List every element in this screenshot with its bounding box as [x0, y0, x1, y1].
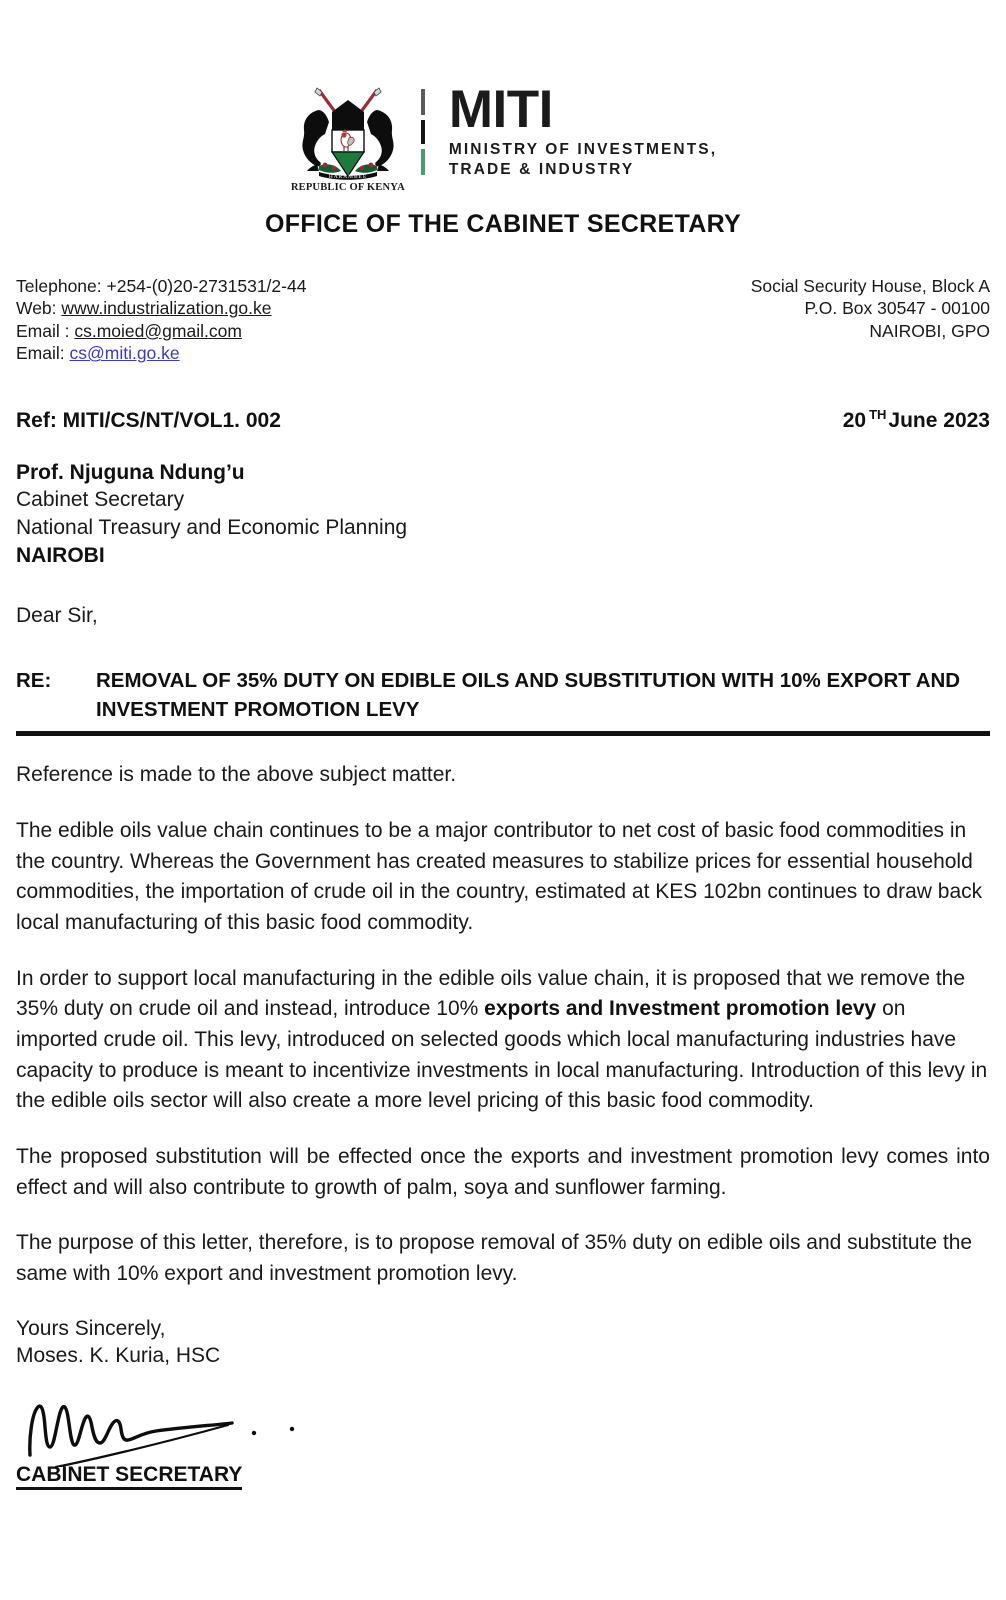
- body-paragraph-2: The edible oils value chain continues to be a major contributor to net cost of basic food commodities in the country. Whereas the Government has created measures to stabilize prices for essential household commodities, the importation of crude oil in the country, estimated at KES 102bn continues to draw back local manufacturing of this basic food commodity.: [16, 819, 983, 935]
- body-paragraph-5: The purpose of this letter, therefore, is to propose removal of 35% duty on edible oils and substitute the same with 10% export and investment promotion levy.: [16, 1231, 973, 1285]
- web-label: Web:: [16, 298, 62, 319]
- signer-name: Moses. K. Kuria, HSC: [16, 1343, 221, 1367]
- kenya-coat-of-arms-icon: [289, 78, 407, 193]
- signoff-block: [0, 1315, 1006, 1370]
- email1-line: [16, 320, 306, 342]
- miti-wordmark-main: MITI: [448, 79, 553, 139]
- recipient-block: [0, 459, 1006, 571]
- email2-line: [16, 342, 306, 364]
- email1-label: Email :: [16, 320, 75, 341]
- body-paragraph-3: [16, 964, 990, 1117]
- email1-link[interactable]: cs.moied@gmail.com: [74, 320, 242, 341]
- miti-wordmark-sub-line2: TRADE & INDUSTRY: [448, 160, 635, 178]
- recipient-role: Cabinet Secretary: [16, 488, 185, 512]
- letter-date: [843, 407, 990, 433]
- miti-wordmark-sub: [449, 140, 717, 180]
- recipient-name: Prof. Njuguna Ndung’u: [16, 460, 245, 484]
- web-line: [16, 297, 306, 319]
- miti-wordmark-sub-line1: MINISTRY OF INVESTMENTS,: [448, 140, 718, 158]
- subject-text: REMOVAL OF 35% DUTY ON EDIBLE OILS AND SUBSTITUTION WITH 10% EXPORT AND INVESTMENT PROMOTION LEVY: [96, 669, 961, 722]
- svg-text:HARAMBEE: HARAMBEE: [328, 174, 367, 180]
- body-paragraph-1: Reference is made to the above subject matter.: [16, 763, 457, 787]
- contact-block: [0, 275, 1006, 365]
- body-paragraph-3-emphasis: exports and Investment promotion levy: [484, 997, 877, 1021]
- contact-right: [751, 275, 990, 342]
- crest-caption: REPUBLIC OF KENYA: [290, 182, 405, 193]
- miti-wordmark: [448, 79, 718, 180]
- email2-link[interactable]: cs@miti.go.ke: [69, 343, 180, 364]
- salutation: Dear Sir,: [16, 604, 98, 628]
- office-title: OFFICE OF THE CABINET SECRETARY: [265, 210, 741, 238]
- email2-label: Email:: [16, 343, 70, 364]
- date-day: 20: [842, 408, 867, 432]
- body-paragraph-4: The proposed substitution will be effected once the exports and investment promotion levy comes into effect and will also contribute to growth of palm, soya and sunflower farming.: [16, 1145, 990, 1199]
- handwritten-signature-icon: [16, 1383, 356, 1467]
- closing-line: Yours Sincerely,: [16, 1316, 166, 1340]
- date-rest: June 2023: [888, 408, 990, 432]
- contact-left: [16, 275, 306, 365]
- letterhead: [0, 0, 1006, 193]
- address-line-2: P.O. Box 30547 - 00100: [804, 298, 990, 319]
- address-line-3: NAIROBI, GPO: [869, 320, 990, 341]
- telephone-line: Telephone: +254-(0)20-2731531/2-44: [16, 276, 307, 296]
- letter-body: [0, 760, 1006, 1289]
- recipient-org: National Treasury and Economic Planning: [16, 516, 408, 540]
- ref-date-row: [0, 407, 1006, 433]
- subject-label: RE:: [16, 669, 52, 693]
- signature-area: [0, 1383, 1006, 1467]
- subject-divider: [16, 731, 990, 736]
- recipient-city: NAIROBI: [16, 544, 105, 568]
- reference-number: Ref: MITI/CS/NT/VOL1. 002: [16, 408, 281, 432]
- body-paragraph-3-part1: In order to support local manufacturing in the edible oils value chain, it is proposed that we remove the 35% duty on crude oil and instead, introduce 10%: [16, 966, 966, 1021]
- address-line-1: Social Security House, Block A: [750, 276, 990, 296]
- web-link[interactable]: www.industrialization.go.ke: [61, 298, 272, 319]
- subject-row: [0, 666, 1006, 724]
- body-paragraph-3-part2: on imported crude oil. This levy, introduced on selected goods which local manufacturing industries have capacity to produce is meant to incentivize investments in local manufacturing. Introduction of this levy in the edible oils sector will also create a more level pricing of this basic food commodity.: [16, 997, 988, 1113]
- signer-title: CABINET SECRETARY: [0, 1463, 1006, 1487]
- date-ordinal: TH: [869, 406, 887, 422]
- logo-divider: [421, 89, 427, 175]
